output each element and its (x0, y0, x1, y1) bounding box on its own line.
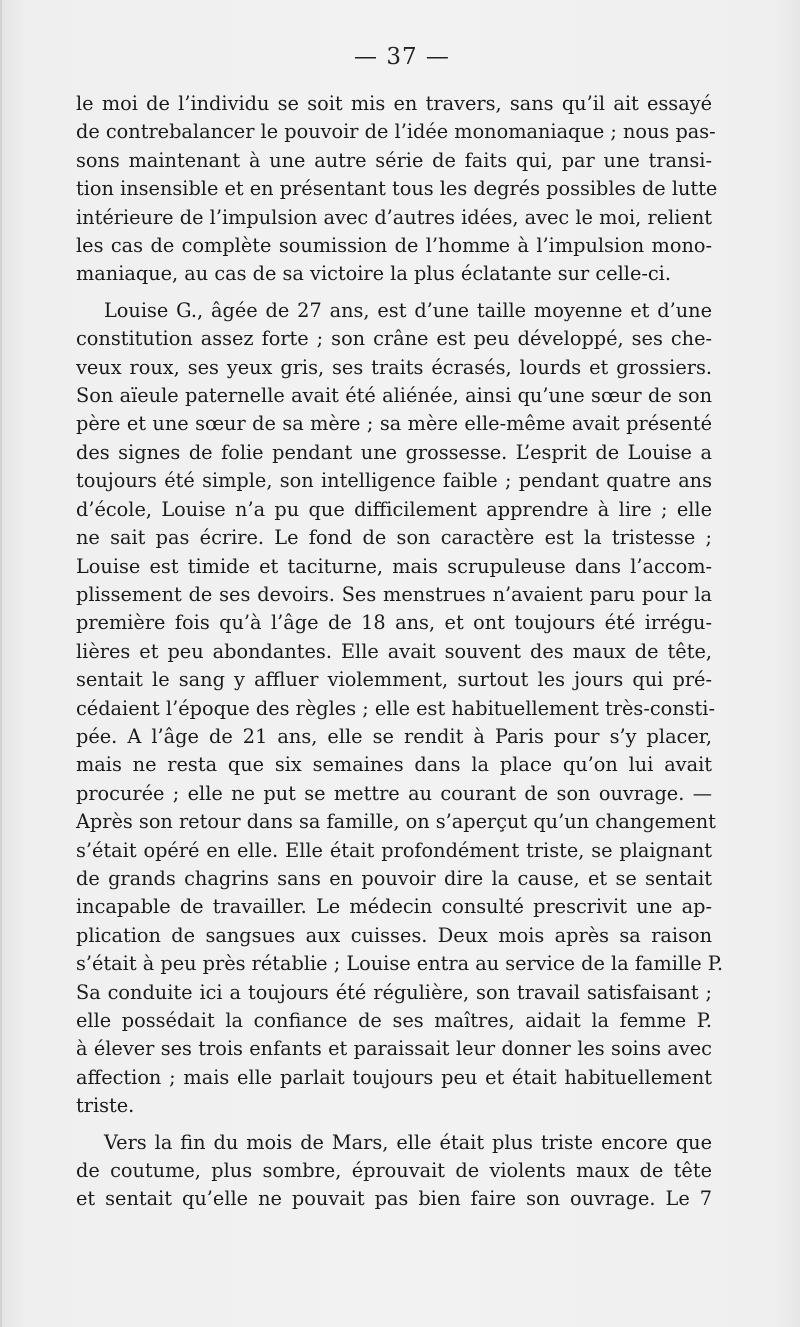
text-line: à élever ses trois enfants et paraissait leur donner les soins avec (76, 1037, 712, 1061)
text-line: Après son retour dans sa famille, on s’aperçut qu’un changement (76, 810, 716, 834)
text-line: Louise G., âgée de 27 ans, est d’une taille moyenne et d’une (104, 298, 712, 322)
text-line: d’école, Louise n’a pu que difficilement apprendre à lire ; elle (76, 497, 712, 521)
text-line: et sentait qu’elle ne pouvait pas bien faire son ouvrage. Le 7 (76, 1187, 712, 1211)
text-line: tion insensible et en présentant tous les degrés possibles de lutte (76, 177, 718, 201)
text-line: lières et peu abondantes. Elle avait souvent des maux de tête, (76, 639, 712, 663)
text-line: les cas de complète soumission de l’homme à l’impulsion mono- (76, 234, 712, 258)
text-line: intérieure de l’impulsion avec d’autres idées, avec le moi, relient (76, 205, 712, 229)
text-line: père et une sœur de sa mère ; sa mère elle-même avait présenté (76, 412, 712, 436)
paragraph (76, 1129, 712, 1214)
text-line: plissement de ses devoirs. Ses menstrues n’avaient paru pour la (76, 582, 712, 606)
text-line: de grands chagrins sans en pouvoir dire la cause, et se sentait (76, 866, 712, 890)
text-line: Louise est timide et taciturne, mais scrupuleuse dans l’accom- (76, 554, 712, 578)
text-line: procurée ; elle ne put se mettre au courant de son ouvrage. — (76, 781, 712, 805)
text-line: constitution assez forte ; son crâne est peu développé, ses che- (76, 327, 712, 351)
text-line: Son aïeule paternelle avait été aliénée, ainsi qu’une sœur de son (76, 384, 712, 408)
paragraph-gap (76, 289, 712, 297)
text-line: mais ne resta que six semaines dans la place qu’on lui avait (76, 753, 712, 777)
paragraph (76, 90, 718, 289)
text-line: plication de sangsues aux cuisses. Deux mois après sa raison (76, 923, 712, 947)
text-line: de coutume, plus sombre, éprouvait de violents maux de tête (76, 1159, 712, 1183)
text-line: sentait le sang y affluer violemment, surtout les jours qui pré- (76, 668, 712, 692)
text-line: pée. A l’âge de 21 ans, elle se rendit à Paris pour s’y placer, (76, 724, 712, 748)
text-line: de contrebalancer le pouvoir de l’idée monomaniaque ; nous pas- (76, 120, 716, 144)
text-line: première fois qu’à l’âge de 18 ans, et ont toujours été irrégu- (76, 611, 712, 635)
text-line: cédaient l’époque des règles ; elle est habituellement très-consti- (76, 696, 715, 720)
text-line: s’était à peu près rétablie ; Louise entra au service de la famille P. (76, 952, 723, 976)
text-line: veux roux, ses yeux gris, ses traits écrasés, lourds et grossiers. (76, 355, 712, 379)
text-line: incapable de travailler. Le médecin consulté prescrivit une ap- (76, 895, 712, 919)
body-text (76, 90, 723, 1214)
text-line: ne sait pas écrire. Le fond de son caractère est la tristesse ; (76, 526, 712, 550)
paragraph-gap (76, 1121, 712, 1129)
text-line: triste. (76, 1094, 135, 1118)
text-line: le moi de l’individu se soit mis en travers, sans qu’il ait essayé (76, 92, 712, 115)
text-line: Vers la fin du mois de Mars, elle était plus triste encore que (104, 1130, 712, 1154)
text-line: maniaque, au cas de sa victoire la plus éclatante sur celle-ci. (76, 262, 671, 286)
paragraph (76, 297, 723, 1121)
text-line: des signes de folie pendant une grossesse. L’esprit de Louise a (76, 440, 712, 464)
text-line: affection ; mais elle parlait toujours peu et était habituellement (76, 1065, 712, 1089)
text-line: elle possédait la confiance de ses maîtres, aidait la femme P. (76, 1009, 712, 1032)
text-line: s’était opéré en elle. Elle était profondément triste, se plaignant (76, 838, 712, 862)
text-line: toujours été simple, son intelligence faible ; pendant quatre ans (76, 469, 712, 493)
page-number: — 37 — (354, 44, 450, 70)
text-line: sons maintenant à une autre série de faits qui, par une transi- (76, 148, 712, 172)
text-line: Sa conduite ici a toujours été régulière, son travail satisfaisant ; (76, 980, 712, 1004)
